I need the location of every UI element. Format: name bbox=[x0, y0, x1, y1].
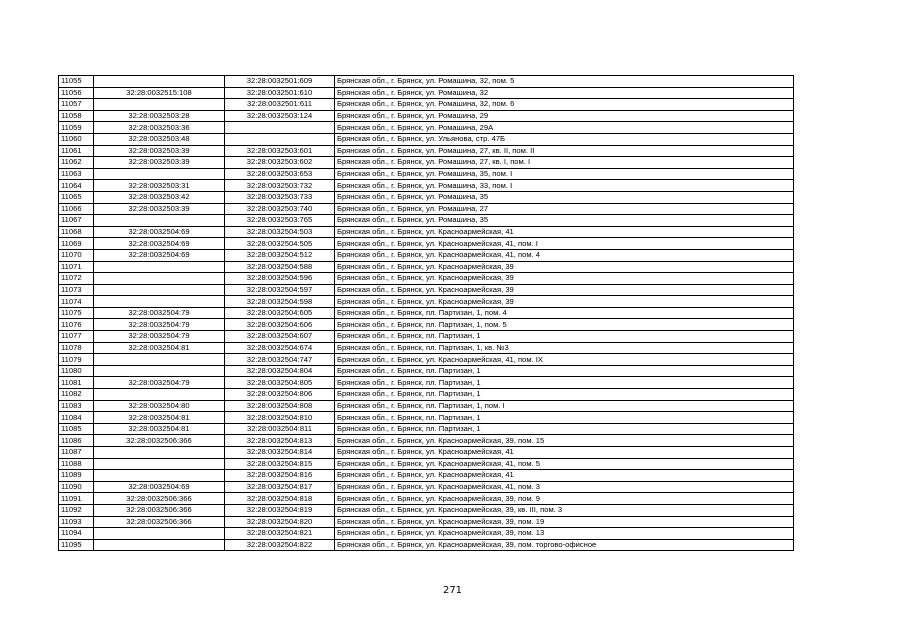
row-number-cell: 11078 bbox=[59, 342, 94, 354]
building-cadastral-number-cell: 32:28:0032504:816 bbox=[225, 470, 335, 482]
table-row bbox=[59, 365, 794, 377]
land-cadastral-number-cell: 32:28:0032515:108 bbox=[94, 87, 225, 99]
table-row bbox=[59, 389, 794, 401]
row-number-cell: 11064 bbox=[59, 180, 94, 192]
row-number-cell: 11080 bbox=[59, 365, 94, 377]
row-number-cell: 11073 bbox=[59, 284, 94, 296]
row-number-cell: 11068 bbox=[59, 226, 94, 238]
land-cadastral-number-cell bbox=[94, 539, 225, 551]
row-number-cell: 11059 bbox=[59, 122, 94, 134]
row-number-cell: 11095 bbox=[59, 539, 94, 551]
land-cadastral-number-cell: 32:28:0032504:79 bbox=[94, 331, 225, 343]
row-number-cell: 11069 bbox=[59, 238, 94, 250]
land-cadastral-number-cell: 32:28:0032504:69 bbox=[94, 238, 225, 250]
register-table-body bbox=[59, 76, 794, 551]
row-number-cell: 11074 bbox=[59, 296, 94, 308]
address-cell: Брянская обл., г. Брянск, пл. Партизан, 1 bbox=[335, 377, 794, 389]
building-cadastral-number-cell: 32:28:0032503:653 bbox=[225, 168, 335, 180]
address-cell: Брянская обл., г. Брянск, ул. Красноармейская, 41 bbox=[335, 470, 794, 482]
building-cadastral-number-cell: 32:28:0032503:732 bbox=[225, 180, 335, 192]
land-cadastral-number-cell: 32:28:0032503:42 bbox=[94, 191, 225, 203]
building-cadastral-number-cell: 32:28:0032504:811 bbox=[225, 423, 335, 435]
table-row bbox=[59, 470, 794, 482]
address-cell: Брянская обл., г. Брянск, ул. Красноармейская, 41, пом. IX bbox=[335, 354, 794, 366]
building-cadastral-number-cell: 32:28:0032503:602 bbox=[225, 157, 335, 169]
table-row bbox=[59, 342, 794, 354]
row-number-cell: 11066 bbox=[59, 203, 94, 215]
row-number-cell: 11084 bbox=[59, 412, 94, 424]
table-row bbox=[59, 273, 794, 285]
land-cadastral-number-cell: 32:28:0032503:48 bbox=[94, 133, 225, 145]
table-row bbox=[59, 458, 794, 470]
land-cadastral-number-cell: 32:28:0032503:39 bbox=[94, 157, 225, 169]
land-cadastral-number-cell bbox=[94, 365, 225, 377]
table-row bbox=[59, 261, 794, 273]
row-number-cell: 11083 bbox=[59, 400, 94, 412]
building-cadastral-number-cell: 32:28:0032504:821 bbox=[225, 528, 335, 540]
row-number-cell: 11062 bbox=[59, 157, 94, 169]
table-row bbox=[59, 133, 794, 145]
row-number-cell: 11072 bbox=[59, 273, 94, 285]
table-row bbox=[59, 76, 794, 88]
address-cell: Брянская обл., г. Брянск, ул. Красноармейская, 39 bbox=[335, 296, 794, 308]
building-cadastral-number-cell: 32:28:0032503:740 bbox=[225, 203, 335, 215]
land-cadastral-number-cell: 32:28:0032504:79 bbox=[94, 307, 225, 319]
row-number-cell: 11092 bbox=[59, 504, 94, 516]
address-cell: Брянская обл., г. Брянск, ул. Ромашина, 29А bbox=[335, 122, 794, 134]
address-cell: Брянская обл., г. Брянск, пл. Партизан, 1 bbox=[335, 365, 794, 377]
building-cadastral-number-cell: 32:28:0032504:818 bbox=[225, 493, 335, 505]
building-cadastral-number-cell: 32:28:0032504:503 bbox=[225, 226, 335, 238]
register-table bbox=[58, 75, 794, 551]
address-cell: Брянская обл., г. Брянск, ул. Красноармейская, 39, кв. III, пом. 3 bbox=[335, 504, 794, 516]
page-number: 271 bbox=[442, 585, 463, 596]
table-row bbox=[59, 168, 794, 180]
building-cadastral-number-cell: 32:28:0032503:601 bbox=[225, 145, 335, 157]
land-cadastral-number-cell: 32:28:0032504:81 bbox=[94, 412, 225, 424]
address-cell: Брянская обл., г. Брянск, ул. Красноармейская, 41, пом. 5 bbox=[335, 458, 794, 470]
table-row bbox=[59, 238, 794, 250]
land-cadastral-number-cell bbox=[94, 284, 225, 296]
building-cadastral-number-cell: 32:28:0032503:733 bbox=[225, 191, 335, 203]
land-cadastral-number-cell: 32:28:0032504:79 bbox=[94, 319, 225, 331]
table-row bbox=[59, 99, 794, 111]
address-cell: Брянская обл., г. Брянск, пл. Партизан, 1, пом. 4 bbox=[335, 307, 794, 319]
building-cadastral-number-cell: 32:28:0032504:804 bbox=[225, 365, 335, 377]
row-number-cell: 11085 bbox=[59, 423, 94, 435]
building-cadastral-number-cell: 32:28:0032504:512 bbox=[225, 249, 335, 261]
row-number-cell: 11067 bbox=[59, 215, 94, 227]
address-cell: Брянская обл., г. Брянск, ул. Красноармейская, 39 bbox=[335, 273, 794, 285]
table-row bbox=[59, 516, 794, 528]
building-cadastral-number-cell bbox=[225, 133, 335, 145]
table-row bbox=[59, 145, 794, 157]
table-row bbox=[59, 284, 794, 296]
building-cadastral-number-cell: 32:28:0032504:588 bbox=[225, 261, 335, 273]
land-cadastral-number-cell: 32:28:0032504:69 bbox=[94, 249, 225, 261]
address-cell: Брянская обл., г. Брянск, пл. Партизан, 1, пом. 5 bbox=[335, 319, 794, 331]
table-row bbox=[59, 249, 794, 261]
address-cell: Брянская обл., г. Брянск, ул. Красноармейская, 41, пом. I bbox=[335, 238, 794, 250]
address-cell: Брянская обл., г. Брянск, ул. Ромашина, 32, пом. 6 bbox=[335, 99, 794, 111]
address-cell: Брянская обл., г. Брянск, ул. Красноармейская, 41 bbox=[335, 447, 794, 459]
land-cadastral-number-cell: 32:28:0032503:36 bbox=[94, 122, 225, 134]
table-row bbox=[59, 400, 794, 412]
building-cadastral-number-cell: 32:28:0032504:808 bbox=[225, 400, 335, 412]
address-cell: Брянская обл., г. Брянск, ул. Ромашина, 33, пом. I bbox=[335, 180, 794, 192]
address-cell: Брянская обл., г. Брянск, ул. Ромашина, 32, пом. 5 bbox=[335, 76, 794, 88]
land-cadastral-number-cell bbox=[94, 99, 225, 111]
row-number-cell: 11065 bbox=[59, 191, 94, 203]
row-number-cell: 11061 bbox=[59, 145, 94, 157]
table-row bbox=[59, 215, 794, 227]
table-row bbox=[59, 203, 794, 215]
address-cell: Брянская обл., г. Брянск, ул. Ромашина, 27, кв. II, пом. II bbox=[335, 145, 794, 157]
land-cadastral-number-cell: 32:28:0032506:366 bbox=[94, 504, 225, 516]
address-cell: Брянская обл., г. Брянск, ул. Ромашина, 35 bbox=[335, 191, 794, 203]
building-cadastral-number-cell: 32:28:0032504:819 bbox=[225, 504, 335, 516]
address-cell: Брянская обл., г. Брянск, ул. Красноармейская, 41, пом. 3 bbox=[335, 481, 794, 493]
table-row bbox=[59, 481, 794, 493]
building-cadastral-number-cell: 32:28:0032504:815 bbox=[225, 458, 335, 470]
row-number-cell: 11075 bbox=[59, 307, 94, 319]
land-cadastral-number-cell: 32:28:0032506:366 bbox=[94, 493, 225, 505]
land-cadastral-number-cell bbox=[94, 168, 225, 180]
table-row bbox=[59, 87, 794, 99]
building-cadastral-number-cell: 32:28:0032501:609 bbox=[225, 76, 335, 88]
row-number-cell: 11057 bbox=[59, 99, 94, 111]
row-number-cell: 11056 bbox=[59, 87, 94, 99]
table-row bbox=[59, 331, 794, 343]
row-number-cell: 11094 bbox=[59, 528, 94, 540]
table-row bbox=[59, 191, 794, 203]
address-cell: Брянская обл., г. Брянск, ул. Красноармейская, 41 bbox=[335, 226, 794, 238]
land-cadastral-number-cell: 32:28:0032506:366 bbox=[94, 516, 225, 528]
row-number-cell: 11091 bbox=[59, 493, 94, 505]
address-cell: Брянская обл., г. Брянск, ул. Ромашина, 35 bbox=[335, 215, 794, 227]
address-cell: Брянская обл., г. Брянск, ул. Ульянова, стр. 47Б bbox=[335, 133, 794, 145]
address-cell: Брянская обл., г. Брянск, ул. Красноармейская, 39 bbox=[335, 261, 794, 273]
building-cadastral-number-cell: 32:28:0032504:596 bbox=[225, 273, 335, 285]
address-cell: Брянская обл., г. Брянск, пл. Партизан, 1 bbox=[335, 389, 794, 401]
land-cadastral-number-cell: 32:28:0032504:81 bbox=[94, 342, 225, 354]
table-row bbox=[59, 539, 794, 551]
building-cadastral-number-cell bbox=[225, 122, 335, 134]
address-cell: Брянская обл., г. Брянск, ул. Ромашина, 27 bbox=[335, 203, 794, 215]
table-row bbox=[59, 180, 794, 192]
address-cell: Брянская обл., г. Брянск, пл. Партизан, 1, пом. I bbox=[335, 400, 794, 412]
table-row bbox=[59, 493, 794, 505]
building-cadastral-number-cell: 32:28:0032504:747 bbox=[225, 354, 335, 366]
building-cadastral-number-cell: 32:28:0032501:610 bbox=[225, 87, 335, 99]
row-number-cell: 11088 bbox=[59, 458, 94, 470]
land-cadastral-number-cell: 32:28:0032503:28 bbox=[94, 110, 225, 122]
row-number-cell: 11076 bbox=[59, 319, 94, 331]
land-cadastral-number-cell bbox=[94, 447, 225, 459]
row-number-cell: 11071 bbox=[59, 261, 94, 273]
table-row bbox=[59, 296, 794, 308]
table-row bbox=[59, 435, 794, 447]
building-cadastral-number-cell: 32:28:0032504:817 bbox=[225, 481, 335, 493]
address-cell: Брянская обл., г. Брянск, ул. Ромашина, 35, пом. I bbox=[335, 168, 794, 180]
land-cadastral-number-cell: 32:28:0032504:79 bbox=[94, 377, 225, 389]
building-cadastral-number-cell: 32:28:0032504:607 bbox=[225, 331, 335, 343]
building-cadastral-number-cell: 32:28:0032504:606 bbox=[225, 319, 335, 331]
table-row bbox=[59, 423, 794, 435]
land-cadastral-number-cell: 32:28:0032504:80 bbox=[94, 400, 225, 412]
land-cadastral-number-cell: 32:28:0032504:81 bbox=[94, 423, 225, 435]
land-cadastral-number-cell: 32:28:0032503:31 bbox=[94, 180, 225, 192]
building-cadastral-number-cell: 32:28:0032504:814 bbox=[225, 447, 335, 459]
building-cadastral-number-cell: 32:28:0032504:605 bbox=[225, 307, 335, 319]
building-cadastral-number-cell: 32:28:0032504:813 bbox=[225, 435, 335, 447]
table-row bbox=[59, 122, 794, 134]
address-cell: Брянская обл., г. Брянск, ул. Ромашина, 32 bbox=[335, 87, 794, 99]
building-cadastral-number-cell: 32:28:0032504:597 bbox=[225, 284, 335, 296]
address-cell: Брянская обл., г. Брянск, ул. Красноармейская, 39, пом. 15 bbox=[335, 435, 794, 447]
building-cadastral-number-cell: 32:28:0032504:822 bbox=[225, 539, 335, 551]
table-row bbox=[59, 354, 794, 366]
land-cadastral-number-cell bbox=[94, 528, 225, 540]
land-cadastral-number-cell bbox=[94, 354, 225, 366]
row-number-cell: 11086 bbox=[59, 435, 94, 447]
building-cadastral-number-cell: 32:28:0032504:810 bbox=[225, 412, 335, 424]
address-cell: Брянская обл., г. Брянск, ул. Красноармейская, 39, пом. 9 bbox=[335, 493, 794, 505]
table-row bbox=[59, 377, 794, 389]
land-cadastral-number-cell bbox=[94, 273, 225, 285]
table-row bbox=[59, 504, 794, 516]
row-number-cell: 11058 bbox=[59, 110, 94, 122]
land-cadastral-number-cell bbox=[94, 458, 225, 470]
address-cell: Брянская обл., г. Брянск, пл. Партизан, 1 bbox=[335, 412, 794, 424]
table-row bbox=[59, 307, 794, 319]
row-number-cell: 11063 bbox=[59, 168, 94, 180]
address-cell: Брянская обл., г. Брянск, пл. Партизан, 1, кв. №3 bbox=[335, 342, 794, 354]
land-cadastral-number-cell bbox=[94, 215, 225, 227]
land-cadastral-number-cell bbox=[94, 76, 225, 88]
building-cadastral-number-cell: 32:28:0032503:765 bbox=[225, 215, 335, 227]
land-cadastral-number-cell: 32:28:0032503:39 bbox=[94, 145, 225, 157]
address-cell: Брянская обл., г. Брянск, ул. Красноармейская, 41, пом. 4 bbox=[335, 249, 794, 261]
land-cadastral-number-cell: 32:28:0032504:69 bbox=[94, 481, 225, 493]
building-cadastral-number-cell: 32:28:0032503:124 bbox=[225, 110, 335, 122]
land-cadastral-number-cell bbox=[94, 296, 225, 308]
land-cadastral-number-cell bbox=[94, 470, 225, 482]
row-number-cell: 11090 bbox=[59, 481, 94, 493]
table-row bbox=[59, 412, 794, 424]
row-number-cell: 11079 bbox=[59, 354, 94, 366]
row-number-cell: 11082 bbox=[59, 389, 94, 401]
address-cell: Брянская обл., г. Брянск, ул. Красноармейская, 39, пом. 13 bbox=[335, 528, 794, 540]
land-cadastral-number-cell bbox=[94, 389, 225, 401]
table-row bbox=[59, 226, 794, 238]
row-number-cell: 11077 bbox=[59, 331, 94, 343]
address-cell: Брянская обл., г. Брянск, ул. Красноармейская, 39 bbox=[335, 284, 794, 296]
row-number-cell: 11093 bbox=[59, 516, 94, 528]
address-cell: Брянская обл., г. Брянск, ул. Ромашина, 27, кв. I, пом. I bbox=[335, 157, 794, 169]
row-number-cell: 11089 bbox=[59, 470, 94, 482]
building-cadastral-number-cell: 32:28:0032504:820 bbox=[225, 516, 335, 528]
land-cadastral-number-cell: 32:28:0032504:69 bbox=[94, 226, 225, 238]
land-cadastral-number-cell bbox=[94, 261, 225, 273]
table-row bbox=[59, 528, 794, 540]
address-cell: Брянская обл., г. Брянск, пл. Партизан, 1 bbox=[335, 423, 794, 435]
table-row bbox=[59, 447, 794, 459]
row-number-cell: 11087 bbox=[59, 447, 94, 459]
row-number-cell: 11081 bbox=[59, 377, 94, 389]
building-cadastral-number-cell: 32:28:0032504:674 bbox=[225, 342, 335, 354]
address-cell: Брянская обл., г. Брянск, ул. Ромашина, 29 bbox=[335, 110, 794, 122]
building-cadastral-number-cell: 32:28:0032504:505 bbox=[225, 238, 335, 250]
building-cadastral-number-cell: 32:28:0032504:598 bbox=[225, 296, 335, 308]
table-row bbox=[59, 319, 794, 331]
building-cadastral-number-cell: 32:28:0032504:805 bbox=[225, 377, 335, 389]
land-cadastral-number-cell: 32:28:0032503:39 bbox=[94, 203, 225, 215]
row-number-cell: 11060 bbox=[59, 133, 94, 145]
address-cell: Брянская обл., г. Брянск, ул. Красноармейская, 39, пом. 19 bbox=[335, 516, 794, 528]
table-row bbox=[59, 110, 794, 122]
land-cadastral-number-cell: 32:28:0032506:366 bbox=[94, 435, 225, 447]
address-cell: Брянская обл., г. Брянск, ул. Красноармейская, 39, пом. торгово-офисное bbox=[335, 539, 794, 551]
building-cadastral-number-cell: 32:28:0032501:611 bbox=[225, 99, 335, 111]
address-cell: Брянская обл., г. Брянск, пл. Партизан, 1 bbox=[335, 331, 794, 343]
table-row bbox=[59, 157, 794, 169]
row-number-cell: 11055 bbox=[59, 76, 94, 88]
row-number-cell: 11070 bbox=[59, 249, 94, 261]
building-cadastral-number-cell: 32:28:0032504:806 bbox=[225, 389, 335, 401]
